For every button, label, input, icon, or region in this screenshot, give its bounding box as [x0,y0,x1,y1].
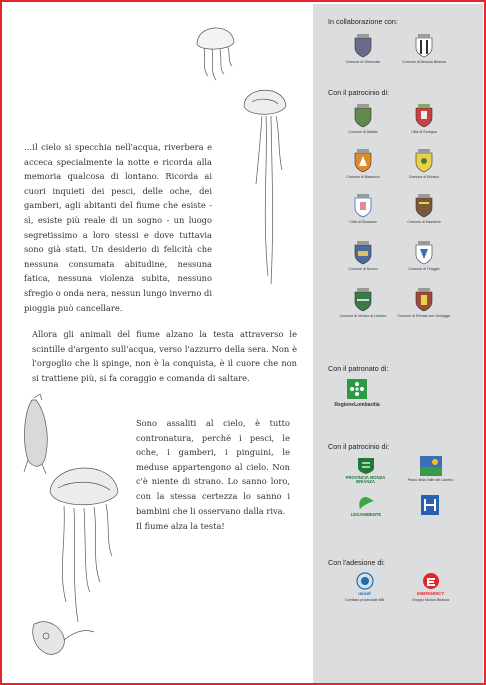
sponsor-label: Comune di Vimercate [345,60,381,64]
parco-logo-icon [420,456,442,476]
sponsor-label: Comune di Albiate [348,130,378,134]
crest-icon [414,32,434,58]
sponsor-logo [333,102,393,134]
section-title-adesione: Con l'adesione di: [328,558,385,567]
sponsor-label: Città di Seregno [411,130,437,134]
sponsor-label: Città di Giussano [349,220,377,224]
sponsor-logo [338,456,393,485]
crest-icon [414,147,434,173]
sponsor-label: Comune di Triuggio [408,267,440,271]
sponsor-logo [400,495,460,515]
sponsor-logo [398,572,463,603]
regione-lombardia-logo-icon [347,379,367,399]
sponsor-logo [333,239,393,271]
crest-icon [353,147,373,173]
story-paragraph-4: Il fiume alza la testa! [136,521,225,531]
sponsor-logo [332,572,397,603]
emergency-wordmark: EMERGENCY [417,591,444,596]
sponsor-label: RegioneLombardia [334,402,380,408]
sponsor-logo [333,192,393,224]
penguin-jellyfish-illustration [14,392,154,682]
sponsor-label: Comune di Renate con Veduggio [397,314,451,318]
story-paragraph-1: …il cielo si specchia nell'acqua, riverbera e acceca specialmente la notte e ricorda alla memoria qualcosa di lontano. Ricorda ai cuori inquieti dei pesci, delle oche, dei gamberi, agli abitanti del fiume che esiste - sì, esiste più reale di un sogno - un luogo segretissimo a loro stessi e dove tuttavia sono già stati. Un desiderio di felicità che nessuna consumata abitudine, nessuna fatica, nessuna violenza subita, nessuno sfregio o onda nera, nessun lungo inverno di pioggia può cancellare. [24,142,212,313]
sponsor-label: Parco della Valle del Lambro [407,478,454,482]
section-title-patrocinio-2: Con il patrocinio di: [328,442,390,451]
story-paragraph-2: Allora gli animali del fiume alzano la testa attraverso le scintille d'argento sull'acqua, verso l'azzurro della sera. Non è l'orgoglio che li spinge, non è la conquista, è il cuore che non si trattiene più, si fa coraggio e comanda di saltare. [32,329,297,383]
crest-icon [353,102,373,128]
sponsor-logo [336,495,396,517]
legambiente-logo-icon [356,495,376,511]
sponsor-label: Comune di Macherio [407,220,441,224]
sponsor-logo [333,32,393,64]
provincia-logo-icon [356,456,376,474]
crest-icon [353,239,373,265]
sponsor-logo [394,286,454,318]
sponsor-logo [327,379,387,408]
sponsor-logo [394,32,454,64]
crest-icon [414,239,434,265]
crest-icon [353,192,373,218]
crest-icon [353,286,373,312]
unicef-wordmark: unicef [358,591,371,596]
sponsor-label: Comune di Besana Brianza [402,60,446,64]
sponsor-label: Comune di Briosco [408,175,440,179]
associazione-logo-icon [421,495,439,515]
sponsor-label: PROVINCIA MONZA BRIANZA [345,475,386,485]
sponsor-label: Comune di Verano al Lambro [339,314,387,318]
sponsor-label: Comitato provinciale MB [345,598,384,603]
crest-icon [414,102,434,128]
sponsor-label: LEGAMBIENTE [350,512,382,517]
unicef-logo-icon [356,572,374,590]
emergency-logo-icon [422,572,440,590]
section-title-collaborazione: In collaborazione con: [328,17,398,26]
section-title-patrocinio: Con il patrocinio di: [328,88,390,97]
sponsor-logo [394,192,454,224]
crest-icon [414,286,434,312]
story-paragraph-3: Sono assaliti al cielo, è tutto contronatura, perché i pesci, le oche, i gamberi, i pinguini, le meduse appartengono al cielo. Non c'è niente di strano. Lo sanno loro, con la stessa certezza lo sanno i bambini che li osservano dalla riva. [136,418,290,516]
sponsor-label: Comune di Biassono [346,175,380,179]
sponsor-logo [333,147,393,179]
sponsor-logo [398,456,463,482]
sponsor-label: Comune di Sovico [348,267,378,271]
sponsor-logo [394,147,454,179]
sponsor-logo [394,239,454,271]
sponsor-label: Gruppo Monza Brianza [412,598,449,603]
section-title-patronato: Con il patronato di: [328,364,389,373]
sponsor-logo [333,286,393,318]
crest-icon [353,32,373,58]
crest-icon [414,192,434,218]
sponsor-logo [394,102,454,134]
